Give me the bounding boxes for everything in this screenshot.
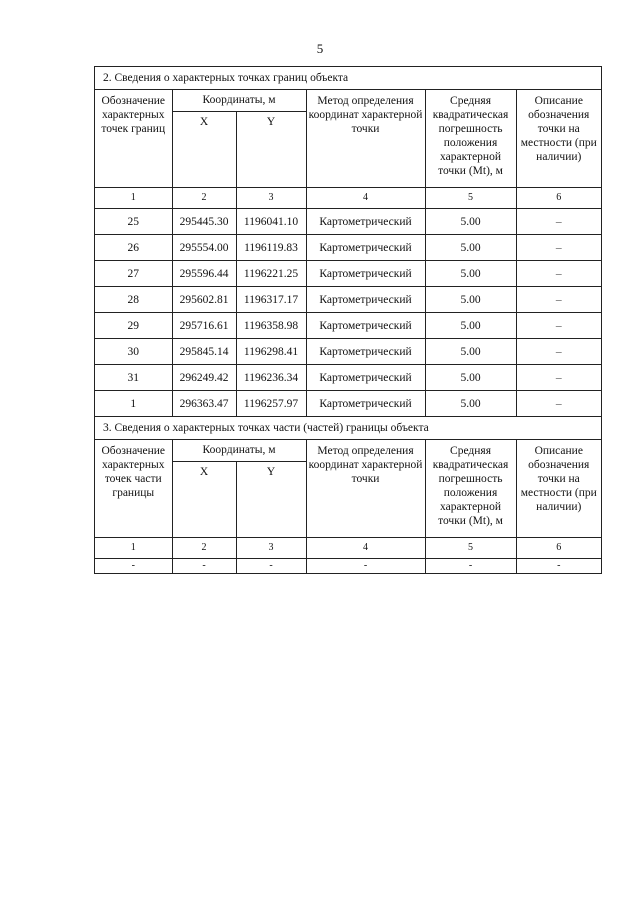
method: Картометрический [306, 287, 425, 313]
error-value: 5.00 [425, 261, 516, 287]
section-2-title: 2. Сведения о характерных точках границ объекта [95, 67, 601, 90]
coord-x: 295554.00 [172, 235, 236, 261]
method: Картометрический [306, 365, 425, 391]
method: Картометрический [306, 339, 425, 365]
description: – [516, 261, 601, 287]
header-coordinates: Координаты, м [172, 90, 306, 112]
header-y: Y [236, 112, 306, 188]
column-number: 6 [516, 188, 601, 209]
point-id: 27 [95, 261, 172, 287]
point-id: 26 [95, 235, 172, 261]
column-number: 4 [306, 188, 425, 209]
coord-x: 295596.44 [172, 261, 236, 287]
description: – [516, 287, 601, 313]
empty-cell: - [172, 559, 236, 574]
header-description: Описание обозначения точки на местности (при наличии) [516, 90, 601, 188]
description: – [516, 339, 601, 365]
header-description: Описание обозначения точки на местности (при наличии) [516, 440, 601, 538]
header-method: Метод определения координат характерной точки [306, 440, 425, 538]
table-row [95, 365, 601, 391]
table-row [95, 209, 601, 235]
header-designation: Обозначение характерных точек части границы [95, 440, 172, 538]
error-value: 5.00 [425, 339, 516, 365]
column-number: 4 [306, 538, 425, 559]
table-row [95, 261, 601, 287]
error-value: 5.00 [425, 365, 516, 391]
section-3-title: 3. Сведения о характерных точках части (частей) границы объекта [95, 417, 601, 440]
coord-x: 296249.42 [172, 365, 236, 391]
coord-x: 295716.61 [172, 313, 236, 339]
method: Картометрический [306, 209, 425, 235]
method: Картометрический [306, 261, 425, 287]
point-id: 25 [95, 209, 172, 235]
column-number: 5 [425, 538, 516, 559]
document-frame [94, 66, 602, 574]
header-designation: Обозначение характерных точек границ [95, 90, 172, 188]
description: – [516, 209, 601, 235]
coord-y: 1196119.83 [236, 235, 306, 261]
point-id: 1 [95, 391, 172, 417]
column-number: 3 [236, 188, 306, 209]
boundary-part-points-table [95, 440, 601, 574]
coord-y: 1196317.17 [236, 287, 306, 313]
point-id: 28 [95, 287, 172, 313]
table-row [95, 559, 601, 574]
coord-y: 1196236.34 [236, 365, 306, 391]
coord-y: 1196041.10 [236, 209, 306, 235]
column-number: 1 [95, 188, 172, 209]
table-row [95, 235, 601, 261]
coord-x: 296363.47 [172, 391, 236, 417]
empty-cell: - [306, 559, 425, 574]
error-value: 5.00 [425, 313, 516, 339]
point-id: 30 [95, 339, 172, 365]
point-id: 31 [95, 365, 172, 391]
column-numbers-row [95, 188, 601, 209]
method: Картометрический [306, 391, 425, 417]
header-x: X [172, 112, 236, 188]
page-number: 5 [316, 41, 324, 56]
column-number: 2 [172, 538, 236, 559]
error-value: 5.00 [425, 287, 516, 313]
coord-y: 1196257.97 [236, 391, 306, 417]
table-row [95, 287, 601, 313]
description: – [516, 365, 601, 391]
table-row [95, 391, 601, 417]
empty-cell: - [236, 559, 306, 574]
error-value: 5.00 [425, 391, 516, 417]
description: – [516, 313, 601, 339]
error-value: 5.00 [425, 209, 516, 235]
column-number: 3 [236, 538, 306, 559]
method: Картометрический [306, 235, 425, 261]
column-number: 6 [516, 538, 601, 559]
header-coordinates: Координаты, м [172, 440, 306, 462]
column-number: 5 [425, 188, 516, 209]
table-row [95, 339, 601, 365]
boundary-points-table [95, 90, 601, 417]
coord-y: 1196358.98 [236, 313, 306, 339]
empty-cell: - [425, 559, 516, 574]
column-numbers-row [95, 538, 601, 559]
header-y: Y [236, 462, 306, 538]
description: – [516, 391, 601, 417]
table-row [95, 313, 601, 339]
header-error: Средняя квадратическая погрешность положения характерной точки (Mt), м [425, 90, 516, 188]
coord-x: 295845.14 [172, 339, 236, 365]
header-x: X [172, 462, 236, 538]
description: – [516, 235, 601, 261]
coord-x: 295602.81 [172, 287, 236, 313]
coord-y: 1196298.41 [236, 339, 306, 365]
column-number: 1 [95, 538, 172, 559]
header-error: Средняя квадратическая погрешность положения характерной точки (Mt), м [425, 440, 516, 538]
error-value: 5.00 [425, 235, 516, 261]
coord-y: 1196221.25 [236, 261, 306, 287]
coord-x: 295445.30 [172, 209, 236, 235]
point-id: 29 [95, 313, 172, 339]
method: Картометрический [306, 313, 425, 339]
empty-cell: - [516, 559, 601, 574]
header-method: Метод определения координат характерной точки [306, 90, 425, 188]
column-number: 2 [172, 188, 236, 209]
empty-cell: - [95, 559, 172, 574]
